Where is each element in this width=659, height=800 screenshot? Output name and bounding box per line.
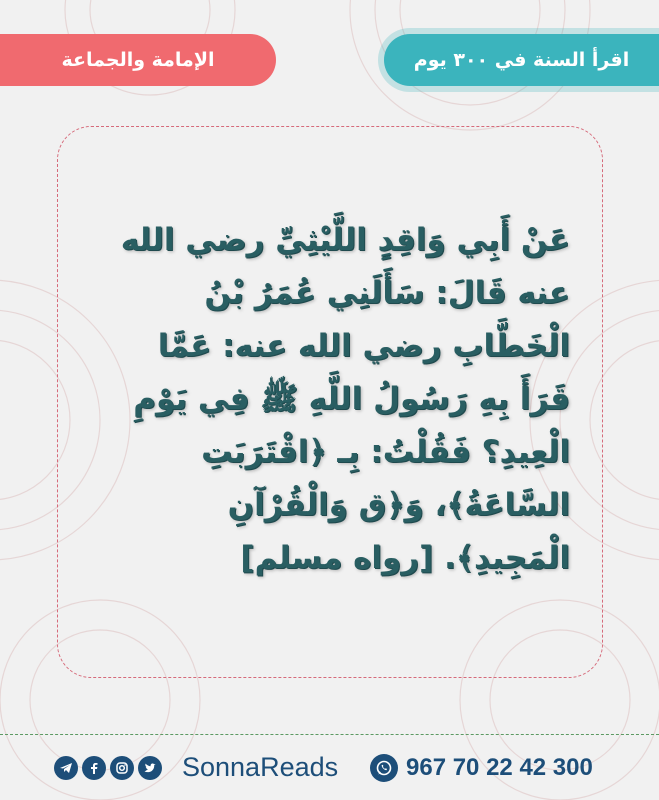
hadith-line-1: عَنْ أَبِي وَاقِدٍ اللَّيْثِيِّ رضي الله [120,222,570,258]
whatsapp-icon[interactable] [370,754,398,782]
hadith-source: [رواه مسلم] [240,540,434,576]
series-tab [384,34,659,86]
hadith-line-2: عنه قَالَ: سَأَلَنِي عُمَرُ بْنُ [204,275,570,311]
hadith-line-4: قَرَأَ بِهِ رَسُولُ اللَّهِ ﷺ فِي يَوْمِ [133,381,570,417]
hadith-last-line: الْمَجِيدِ﴾. [444,540,570,576]
phone-number[interactable]: 967 70 22 42 300 [406,754,593,781]
hadith-text [92,214,570,585]
hadith-line-6: السَّاعَةُ﴾، وَ﴿ق وَالْقُرْآنِ [227,487,570,523]
hadith-line-3: الْخَطَّابِ رضي الله عنه: عَمَّا [157,328,570,364]
instagram-icon[interactable] [110,756,134,780]
twitter-icon[interactable] [138,756,162,780]
hadith-line-7 [92,532,570,585]
social-links [54,756,162,780]
footer [0,744,659,792]
contact [370,754,593,782]
footer-divider [0,734,659,735]
brand-name: SonnaReads [182,752,339,782]
topic-tab [0,34,276,86]
telegram-icon[interactable] [54,756,78,780]
hadith-line-5: الْعِيدِ؟ فَقُلْتُ: بِـ ﴿اقْتَرَبَتِ [201,434,570,470]
topic-label: الإمامة والجماعة [61,49,215,71]
facebook-icon[interactable] [82,756,106,780]
series-label: اقرأ السنة في ٣٠٠ يوم [413,49,630,71]
